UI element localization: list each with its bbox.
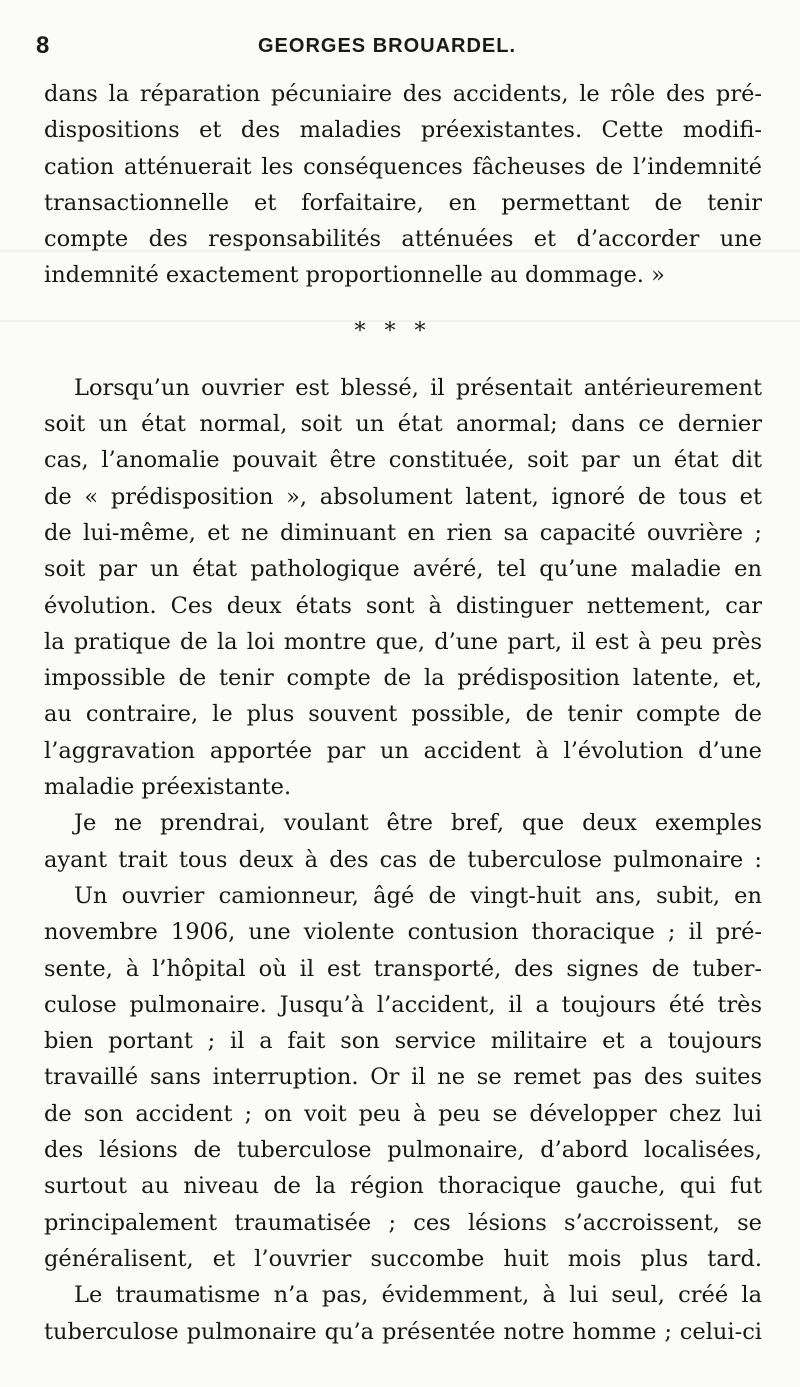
text-line: indemnité exactement proportionnelle au dommage. » xyxy=(44,262,665,289)
paragraph-4 xyxy=(44,878,762,1277)
text-line: sente, à l’hôpital où il est transporté, des signes de tuber- xyxy=(44,955,762,982)
text-line: tuberculose pulmonaire qu’a présentée notre homme ; celui-ci xyxy=(44,1318,762,1345)
text-line: transactionnelle et forfaitaire, en permettant de tenir xyxy=(44,189,762,216)
text-line: cation atténuerait les conséquences fâcheuses de l’indemnité xyxy=(44,153,762,180)
running-header xyxy=(32,32,768,62)
text-line: ayant trait tous deux à des cas de tuberculose pulmonaire : xyxy=(44,846,762,873)
text-line: la pratique de la loi montre que, d’une part, il est à peu près xyxy=(44,628,762,655)
text-line: Je ne prendrai, voulant être bref, que deux exemples xyxy=(74,810,762,837)
paragraph-2 xyxy=(44,370,762,806)
text-line: novembre 1906, une violente contusion thoracique ; il pré- xyxy=(44,919,762,946)
text-line: maladie préexistante. xyxy=(44,774,292,801)
text-line: cas, l’anomalie pouvait être constituée, soit par un état dit xyxy=(44,447,762,474)
text-line: travaillé sans interruption. Or il ne se remet pas des suites xyxy=(44,1064,762,1091)
text-line: soit un état normal, soit un état anormal; dans ce dernier xyxy=(44,411,762,438)
paragraph-5 xyxy=(44,1277,762,1350)
text-line: principalement traumatisée ; ces lésions s’accroissent, se xyxy=(44,1209,762,1236)
text-line: dans la réparation pécuniaire des accidents, le rôle des pré- xyxy=(44,81,762,107)
body-text xyxy=(44,76,762,1350)
text-line: de « prédisposition », absolument latent, ignoré de tous et xyxy=(44,483,762,510)
text-line: soit par un état pathologique avéré, tel qu’une maladie en xyxy=(44,556,762,583)
section-separator: * * * xyxy=(354,318,432,344)
paragraph-1 xyxy=(44,76,762,294)
text-line: culose pulmonaire. Jusqu’à l’accident, il a toujours été très xyxy=(44,991,762,1018)
text-line: évolution. Ces deux états sont à distinguer nettement, car xyxy=(44,592,762,619)
running-title: GEORGES BROUARDEL. xyxy=(258,35,517,57)
text-line: Un ouvrier camionneur, âgé de vingt-huit ans, subit, en xyxy=(74,882,762,909)
paragraph-3 xyxy=(44,805,762,878)
text-line: impossible de tenir compte de la prédisposition latente, et, xyxy=(44,665,762,692)
text-line: l’aggravation apportée par un accident à l’évolution d’une xyxy=(44,737,762,764)
text-line: Lorsqu’un ouvrier est blessé, il présentait antérieurement xyxy=(74,374,762,401)
text-line: des lésions de tuberculose pulmonaire, d’abord localisées, xyxy=(44,1137,762,1164)
text-line: de son accident ; on voit peu à peu se développer chez lui xyxy=(44,1100,762,1127)
text-line: de lui-même, et ne diminuant en rien sa capacité ouvrière ; xyxy=(44,519,762,546)
text-line: dispositions et des maladies préexistantes. Cette modifi- xyxy=(44,117,762,144)
text-line: bien portant ; il a fait son service militaire et a toujours xyxy=(44,1028,762,1055)
text-line: compte des responsabilités atténuées et d’accorder une xyxy=(44,226,762,253)
text-line: au contraire, le plus souvent possible, de tenir compte de xyxy=(44,701,762,728)
text-line: généralisent, et l’ouvrier succombe huit mois plus tard. xyxy=(44,1245,762,1272)
text-line: Le traumatisme n’a pas, évidemment, à lui seul, créé la xyxy=(74,1282,762,1309)
page-number: 8 xyxy=(36,32,50,59)
text-line: surtout au niveau de la région thoracique gauche, qui fut xyxy=(44,1173,762,1200)
